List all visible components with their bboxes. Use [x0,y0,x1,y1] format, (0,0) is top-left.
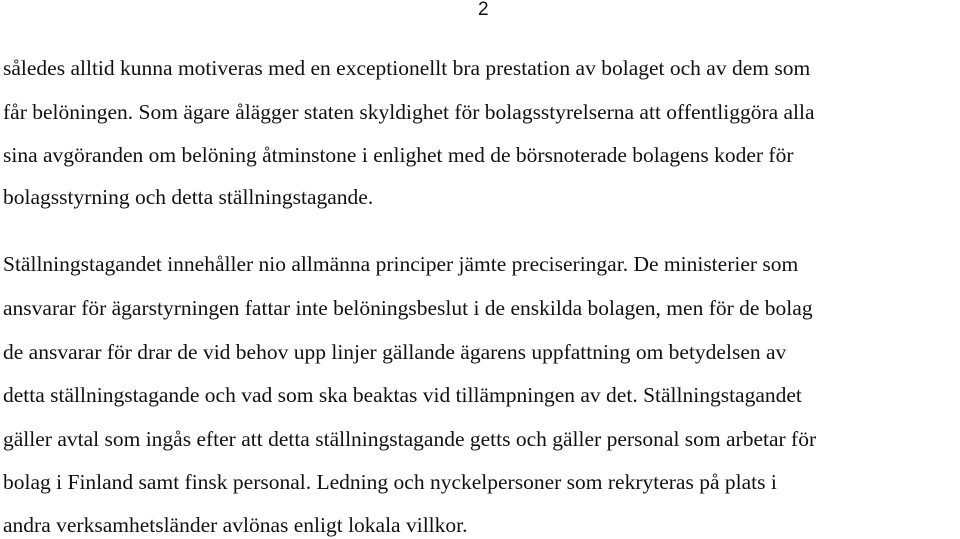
paragraph-line: således alltid kunna motiveras med en exceptionellt bra prestation av bolaget och av dem som [3,56,811,80]
paragraph-line: de ansvarar för drar de vid behov upp linjer gällande ägarens uppfattning om betydelsen av [3,340,787,364]
paragraph-line: Ställningstagandet innehåller nio allmänna principer jämte preciseringar. De ministerier som [3,252,799,276]
paragraph-line: gäller avtal som ingås efter att detta ställningstagande getts och gäller personal som arbetar för [3,427,817,451]
paragraph-line: ansvarar för ägarstyrningen fattar inte belöningsbeslut i de enskilda bolagen, men för de bolag [3,296,813,320]
paragraph-line: bolagsstyrning och detta ställningstagande. [3,185,374,209]
paragraph-line: sina avgöranden om belöning åtminstone i enlighet med de börsnoterade bolagens koder för [3,143,794,167]
paragraph-line: bolag i Finland samt finsk personal. Ledning och nyckelpersoner som rekryteras på plats i [3,470,777,494]
page-number: 2 [478,0,489,20]
paragraph-line: detta ställningstagande och vad som ska beaktas vid tillämpningen av det. Ställningstagandet [3,383,802,407]
paragraph-line: får belöningen. Som ägare ålägger staten skyldighet för bolagsstyrelserna att offentliggöra alla [3,100,815,124]
paragraph-line: andra verksamhetsländer avlönas enligt lokala villkor. [3,513,468,537]
